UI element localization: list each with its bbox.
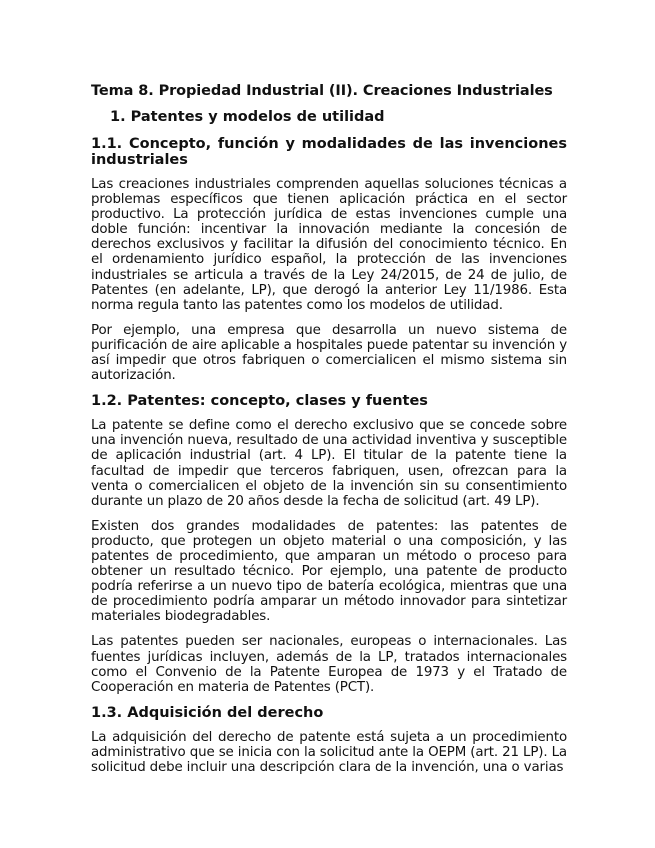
section-heading-1: 1. Patentes y modelos de utilidad bbox=[110, 109, 385, 125]
paragraph-1-2-c: Las patentes pueden ser nacionales, europeas o internacionales. Las fuentes jurídicas incluyen, además de la LP, tratados internacionales como el Convenio de la Patente Europea de 1973 y el Tratado de Cooperación en materia de Patentes (PCT). bbox=[91, 634, 567, 695]
document-title: Tema 8. Propiedad Industrial (II). Creaciones Industriales bbox=[91, 83, 553, 99]
paragraph-1-3-a: La adquisición del derecho de patente está sujeta a un procedimiento administrativo que se inicia con la solicitud ante la OEPM (art. 21 LP). La solicitud debe incluir una descripción clara de la invención, una o varias bbox=[91, 729, 567, 775]
subsection-heading-1-3: 1.3. Adquisición del derecho bbox=[91, 704, 324, 721]
paragraph-1-2-b: Existen dos grandes modalidades de patentes: las patentes de producto, que protegen un objeto material o una composición, y las patentes de procedimiento, que amparan un método o proceso para obtener un resultado técnico. Por ejemplo, una patente de producto podría referirse a un nuevo tipo de batería ecológica, mientras que una de procedimiento podría amparar un método innovador para sintetizar materiales biodegradables. bbox=[91, 518, 567, 625]
paragraph-1-2-a: La patente se define como el derecho exclusivo que se concede sobre una invención nueva, resultado de una actividad inventiva y susceptible de aplicación industrial (art. 4 LP). El titular de la patente tiene la facultad de impedir que terceros fabriquen, usen, ofrezcan para la venta o comercialicen el objeto de la invención sin su consentimiento durante un plazo de 20 años desde la fecha de solicitud (art. 49 LP). bbox=[91, 418, 567, 509]
paragraph-1-1-b: Por ejemplo, una empresa que desarrolla un nuevo sistema de purificación de aire aplicable a hospitales puede patentar su invención y así impedir que otros fabriquen o comercialicen el mismo sistema sin autorización. bbox=[91, 322, 567, 384]
paragraph-1-1-a: Las creaciones industriales comprenden aquellas soluciones técnicas a problemas específicos que tienen aplicación práctica en el sector productivo. La protección jurídica de estas invenciones cumple una doble función: incentivar la innovación mediante la concesión de derechos exclusivos y facilitar la difusión del conocimiento técnico. En el ordenamiento jurídico español, la protección de las invenciones industriales se articula a través de la Ley 24/2015, de 24 de julio, de Patentes (en adelante, LP), que derogó la anterior Ley 11/1986. Esta norma regula tanto las patentes como los modelos de utilidad. bbox=[91, 177, 567, 313]
subsection-heading-1-1: 1.1. Concepto, función y modalidades de las invenciones industriales bbox=[91, 136, 567, 168]
subsection-heading-1-2: 1.2. Patentes: concepto, clases y fuentes bbox=[91, 393, 428, 410]
